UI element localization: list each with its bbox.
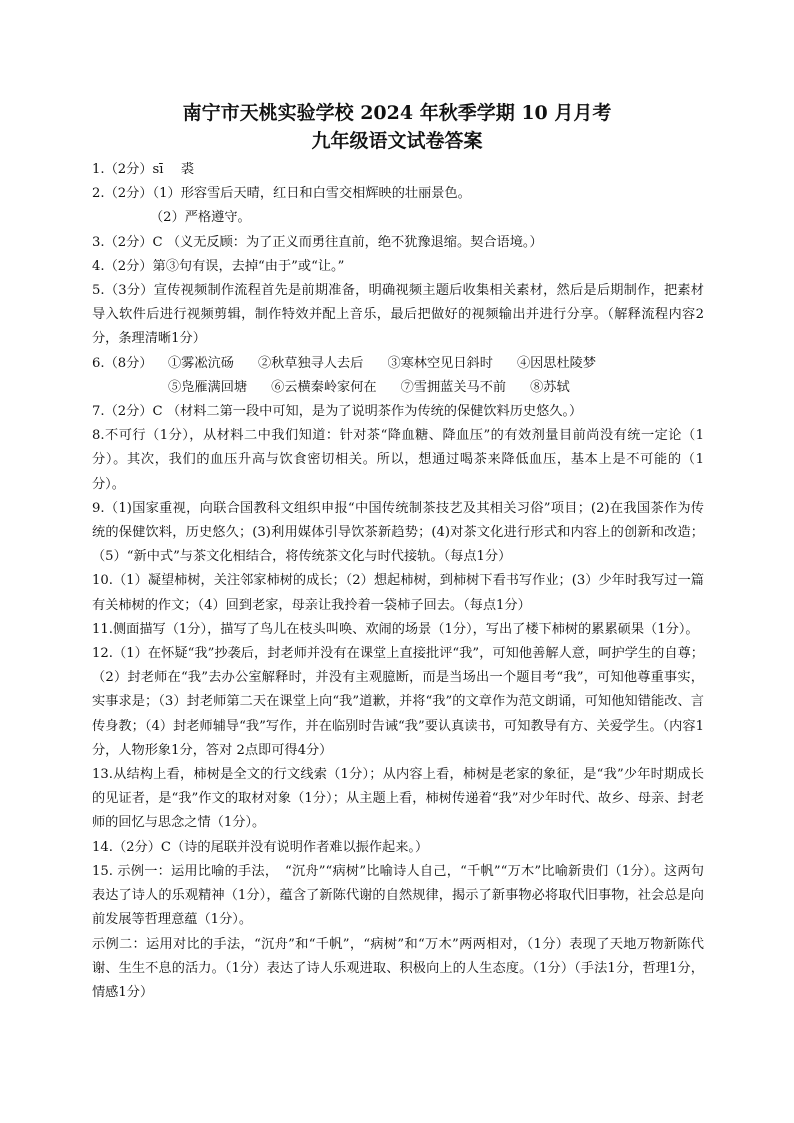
exam-title: 南宁市天桃实验学校 2024 年秋季学期 10 月月考: [182, 102, 612, 124]
answer-2-part2: （2）严格遵守。: [150, 210, 251, 226]
answer-9: 9.（1)国家重视，向联合国教科文组织申报“中国传统制茶技艺及其相关习俗”项目；(2)在我国茶作为传统的保健饮料，历史悠久；(3)利用媒体引导饮茶新趋势；(4)对茶文化进行形式和内容上的创新和改造；（5）“新中式”与茶文化相结合，将传统茶文化与时代接轨。（每点1分）: [92, 500, 704, 565]
answer-6-option: ⑤凫雁满回塘: [168, 379, 248, 395]
answer-6-option: ①雾凇沆砀: [168, 355, 234, 371]
answer-6-option: ⑦雪拥蓝关马不前: [400, 379, 507, 395]
answer-list: [92, 158, 704, 1005]
answer-14: 14.（2分）C（诗的尾联并没有说明作者难以振作起来。）: [92, 839, 429, 855]
answer-11: 11.侧面描写（1分），描写了鸟儿在枝头叫唤、欢闹的场景（1分），写出了楼下柿树的累累硕果（1分）。: [92, 621, 699, 637]
answer-8: 8.不可行（1分），从材料二中我们知道：针对茶“降血糖、降血压”的有效剂量目前尚没有统一定论（1分）。其次，我们的血压升高与饮食密切相关。所以，想通过喝茶来降低血压，基本上是不可能的（1分）。: [92, 428, 704, 492]
answer-7: 7.（2分）C （材料二第一段中可知，是为了说明茶作为传统的保健饮料历史悠久。）: [92, 404, 583, 420]
answer-4: 4.（2分）第③句有误，去掉“由于”或“让。”: [92, 258, 345, 274]
answer-6-row1: [92, 352, 704, 376]
answer-6-row2: [92, 376, 704, 400]
answer-5: 5.（3分）宣传视频制作流程首先是前期准备，明确视频主题后收集相关素材，然后是后期制作，把素材导入软件后进行视频剪辑，制作特效并配上音乐，最后把做好的视频输出并进行分享。（解释流程内容2分，条理清晰1分）: [92, 283, 704, 347]
answer-15-example2: 示例二：运用对比的手法，“沉舟”和“千帆”，“病树”和“万木”两两相对，（1分）表现了天地万物新陈代谢、生生不息的活力。（1分）表达了诗人乐观进取、积极向上的人生态度。（1分）（手法1分，哲理1分，情感1分）: [92, 936, 704, 1000]
answer-2-part1: 2.（2分）（1）形容雪后天晴，红日和白雪交相辉映的壮丽景色。: [92, 186, 471, 202]
answer-6-option: ⑧苏轼: [530, 379, 570, 395]
answer-3: 3.（2分）C （义无反顾：为了正义而勇往直前，绝不犹豫退缩。契合语境。）: [92, 234, 543, 250]
answer-10: 10.（1）凝望柿树，关注邻家柿树的成长；（2）想起柿树，到柿树下看书写作业；(3）少年时我写过一篇有关柿树的作文；（4）回到老家，母亲让我拎着一袋柿子回去。（每点1分）: [92, 573, 704, 613]
answer-6-option: ③寒林空见日斜时: [387, 355, 493, 371]
answer-6-option: ⑥云横秦岭家何在: [271, 379, 377, 395]
exam-subtitle: 九年级语文试卷答案: [311, 130, 483, 152]
answer-6-lead: 6.（8分）: [92, 355, 153, 371]
answer-6-option: ④因思杜陵梦: [516, 355, 597, 371]
answer-13: 13.从结构上看，柿树是全文的行文线索（1分）；从内容上看，柿树是老家的象征，是“我”少年时期成长的见证者，是“我”作文的取材对象（1分）；从主题上看，柿树传递着“我”对少年时代、故乡、母亲、封老师的回忆与思念之情（1分）。: [92, 767, 704, 831]
answer-15-example1: 15. 示例一：运用比喻的手法， “沉舟”“病树”比喻诗人自己，“千帆”“万木”比喻新贵们（1分）。这两句表达了诗人的乐观精神（1分），蕴含了新陈代谢的自然规律，揭示了新事物必将取代旧事物，社会总是向前发展等哲理意蕴（1分）。: [92, 863, 704, 928]
answer-1: 1.（2分）sī 裘: [92, 162, 195, 177]
answer-12: 12.（1）在怀疑“我”抄袭后，封老师并没有在课堂上直接批评“我”，可知他善解人意，呵护学生的自尊；（2）封老师在“我”去办公室解释时，并没有主观臆断，而是当场出一个题目考“我”，可知他尊重事实，实事求是；（3）封老师第二天在课堂上向“我”道歉，并将“我”的文章作为范文朗诵，可知他知错能改、言传身教；（4）封老师辅导“我”写作，并在临别时告诫“我”要认真读书，可知教导有方、关爱学生。（内容1分，人物形象1分，答对 2点即可得4分）: [92, 646, 704, 758]
answer-6-option: ②秋草独寻人去后: [257, 355, 364, 371]
